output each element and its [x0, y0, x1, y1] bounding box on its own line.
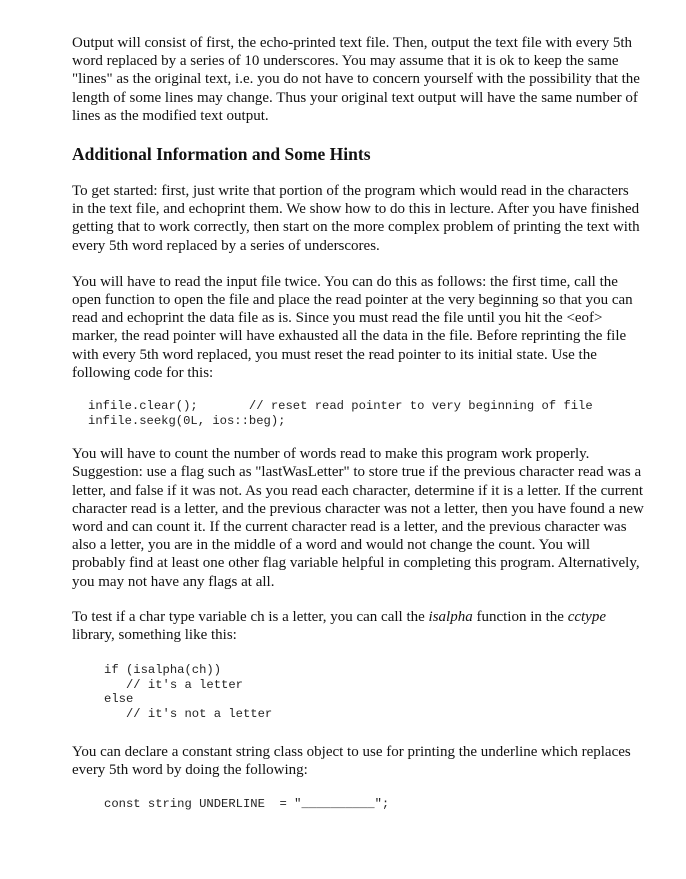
cctype-term: cctype — [567, 608, 607, 625]
paragraph-isalpha — [72, 608, 644, 644]
code-line: else — [104, 692, 134, 707]
code-line: // it's a letter — [104, 677, 243, 692]
document-page — [72, 34, 644, 812]
code-block-reset-pointer — [72, 399, 644, 428]
isalpha-term: isalpha — [428, 608, 473, 625]
code-block-underline-constant — [72, 797, 644, 812]
paragraph-getting-started: To get started: first, just write that portion of the program which would read in the characters in the text file, and echoprint them. We show how to do this in lecture. After you have finished getting that to work correctly, then start on the more complex problem of printing the text with every 5th word replaced by a series of underscores. — [72, 183, 640, 254]
code-line: infile.seekg(0L, ios::beg); — [88, 413, 286, 428]
code-line: // it's not a letter — [104, 707, 273, 722]
code-line: const string UNDERLINE = "__________"; — [104, 797, 390, 812]
text-run: To test if a char type variable ch is a letter, you can call the — [72, 608, 429, 625]
text-run: function in the — [472, 608, 568, 625]
section-heading-hints: Additional Information and Some Hints — [72, 144, 371, 165]
paragraph-output-description: Output will consist of first, the echo-printed text file. Then, output the text file with every 5th word replaced by a series of 10 underscores. You may assume that it is ok to keep the same "lines" as the original text, i.e. you do not have to concern yourself with the possibility that the length of some lines may change. Thus your original text output will have the same number of lines as the modified text output. — [72, 35, 640, 124]
code-line: if (isalpha(ch)) — [104, 663, 222, 678]
paragraph-constant-string: You can declare a constant string class object to use for printing the underline which replaces every 5th word by doing the following: — [72, 743, 631, 778]
code-block-isalpha — [72, 663, 644, 721]
text-run: library, something like this: — [72, 627, 237, 644]
paragraph-count-words: You will have to count the number of words read to make this program work properly. Suggestion: use a flag such as "lastWasLetter" to store true if the previous character read was a letter, and false if it was not. As you read each character, determine if it is a letter. If the current character read is a letter, and the previous character was not a letter, then you have found a new word and can count it. If the current character read is a letter, and the previous character was also a letter, you are in the middle of a word and would not change the count. You will probably find at least one other flag variable helpful in completing this program. Alternatively, you may not have any flags at all. — [72, 446, 644, 590]
paragraph-read-twice: You will have to read the input file twice. You can do this as follows: the first time, call the open function to open the file and place the read pointer at the very beginning so that you can read and echoprint the data file as is. Since you must read the file until you hit the <eof> marker, the read pointer will have exhausted all the data in the file. Before reprinting the file with every 5th word replaced, you must reset the read pointer to its initial state. Use the following code for this: — [72, 273, 633, 381]
code-line: infile.clear(); // reset read pointer to very beginning of file — [88, 399, 593, 414]
